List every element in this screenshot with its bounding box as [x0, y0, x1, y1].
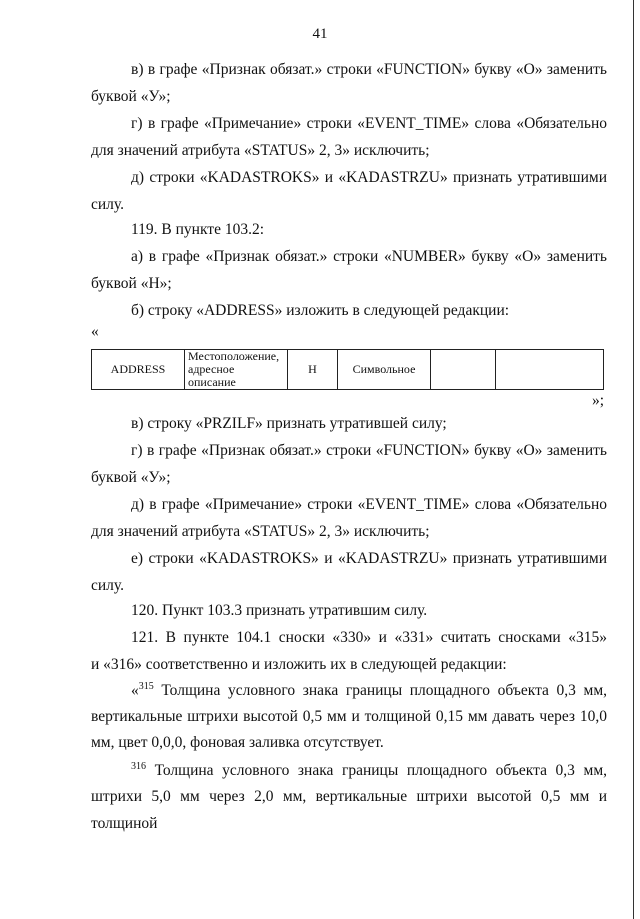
paragraph-line: г) в графе «Признак обязат.» строки «FUNCTION» букву «О» заменить [131, 442, 607, 459]
quote-open: « [131, 682, 139, 699]
footnote-315-line [131, 677, 607, 704]
paragraph-line: г) в графе «Примечание» строки «EVENT_TIME» слова «Обязательно [131, 115, 607, 132]
paragraph-line: мм, цвет 0,0,0, фоновая заливка отсутствует. [91, 734, 384, 751]
paragraph-line: вертикальные штрихи высотой 0,5 мм и толщиной 0,15 мм давать через 10,0 [91, 708, 607, 725]
page-edge [633, 0, 634, 919]
paragraph-line: 119. В пункте 103.2: [131, 221, 265, 238]
paragraph-line: в) в графе «Признак обязат.» строки «FUNCTION» букву «О» заменить [131, 61, 607, 78]
table-cell: Местоположение, адресное описание [185, 350, 288, 390]
table-cell [431, 350, 496, 390]
paragraph-line: 121. В пункте 104.1 сноски «330» и «331» считать сносками «315» [131, 629, 607, 646]
quote-close: »; [592, 392, 605, 409]
paragraph-line: буквой «У»; [91, 469, 171, 486]
paragraph-line: а) в графе «Признак обязат.» строки «NUMBER» букву «О» заменить [131, 248, 607, 265]
table-row [92, 350, 604, 390]
paragraph-line: и «316» соответственно и изложить их в следующей редакции: [91, 656, 507, 673]
table-cell: Символьное [338, 350, 431, 390]
paragraph-line: д) строки «KADASTROKS» и «KADASTRZU» признать утратившими [131, 169, 607, 186]
paragraph-line: буквой «У»; [91, 88, 171, 105]
paragraph-line: д) в графе «Примечание» строки «EVENT_TIME» слова «Обязательно [131, 496, 607, 513]
paragraph-line: буквой «Н»; [91, 275, 172, 292]
quote-open: « [91, 323, 99, 340]
paragraph-line: для значений атрибута «STATUS» 2, 3» исключить; [91, 142, 430, 159]
paragraph-line: штрихи 5,0 мм через 2,0 мм, вертикальные штрихи высотой 0,5 мм и толщиной [91, 788, 607, 832]
table-cell [496, 350, 604, 390]
footnote-text: Толщина условного знака границы площадного объекта 0,3 мм, [146, 762, 607, 779]
paragraph-line: е) строки «KADASTROKS» и «KADASTRZU» признать утратившими [131, 550, 607, 567]
footnote-316-line [131, 757, 607, 784]
paragraph-line: в) строку «PRZILF» признать утратившей силу; [131, 415, 447, 432]
paragraph-line: 120. Пункт 103.3 признать утратившим силу. [131, 602, 428, 619]
paragraph-line: силу. [91, 577, 124, 594]
paragraph-line: б) строку «ADDRESS» изложить в следующей редакции: [131, 302, 510, 319]
footnote-mark: 315 [138, 681, 154, 692]
table-cell: ADDRESS [92, 350, 185, 390]
table-cell: Н [288, 350, 338, 390]
paragraph-line: силу. [91, 196, 124, 213]
footnote-mark: 316 [131, 761, 146, 772]
address-table [91, 349, 604, 390]
page-number: 41 [312, 26, 328, 42]
footnote-text: Толщина условного знака границы площадного объекта 0,3 мм, [153, 682, 607, 699]
paragraph-line: для значений атрибута «STATUS» 2, 3» исключить; [91, 523, 430, 540]
